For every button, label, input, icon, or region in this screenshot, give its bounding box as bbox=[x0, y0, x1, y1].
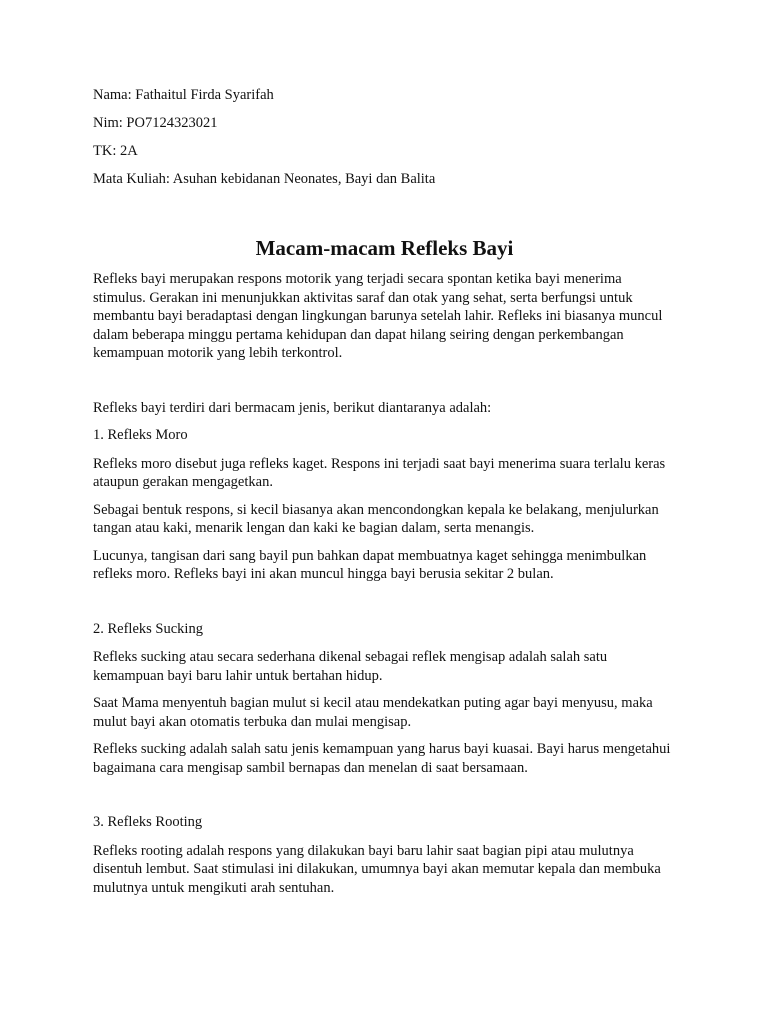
section-moro bbox=[93, 426, 676, 584]
course-name: Mata Kuliah: Asuhan kebidanan Neonates, Bayi dan Balita bbox=[93, 171, 436, 187]
student-class: TK: 2A bbox=[93, 143, 138, 159]
section-paragraph: Saat Mama menyentuh bagian mulut si kecil atau mendekatkan puting agar bayi menyusu, maka mulut bayi akan otomatis terbuka dan mulai mengisap. bbox=[93, 695, 653, 730]
student-name: Nama: Fathaitul Firda Syarifah bbox=[93, 87, 274, 103]
section-heading: 2. Refleks Sucking bbox=[93, 620, 203, 637]
section-paragraph: Refleks rooting adalah respons yang dilakukan bayi baru lahir saat bagian pipi atau mulutnya disentuh lembut. Saat stimulasi ini dilakukan, umumnya bayi akan memutar kepala dan membuka mulutnya untuk mengikuti arah sentuhan. bbox=[93, 842, 661, 896]
section-paragraph: Refleks sucking atau secara sederhana dikenal sebagai reflek mengisap adalah salah satu kemampuan bayi baru lahir untuk bertahan hidup. bbox=[93, 649, 608, 684]
section-paragraph: Refleks sucking adalah salah satu jenis kemampuan yang harus bayi kuasai. Bayi harus mengetahui bagaimana cara mengisap sambil bernapas dan menelan di saat bersamaan. bbox=[93, 741, 671, 776]
section-paragraph: Sebagai bentuk respons, si kecil biasanya akan mencondongkan kepala ke belakang, menjulurkan tangan atau kaki, menarik lengan dan kaki ke bagian dalam, serta menangis. bbox=[93, 501, 659, 536]
student-info bbox=[93, 86, 676, 188]
section-heading: 3. Refleks Rooting bbox=[93, 814, 203, 830]
intro-paragraph: Refleks bayi merupakan respons motorik yang terjadi secara spontan ketika bayi menerima stimulus. Gerakan ini menunjukkan aktivitas saraf dan otak yang sehat, serta berfungsi untuk membantu bayi beradaptasi dengan lingkungan barunya setelah lahir. Refleks ini biasanya muncul dalam beberapa minggu pertama kehidupan dan dapat hilang seiring dengan perkembangan kemampuan motorik yang lebih terkontrol. bbox=[93, 271, 663, 361]
section-heading: 1. Refleks Moro bbox=[93, 427, 188, 443]
section-paragraph: Refleks moro disebut juga refleks kaget. Respons ini terjadi saat bayi menerima suara terlalu keras ataupun gerakan mengagetkan. bbox=[93, 455, 666, 490]
lead-paragraph: Refleks bayi terdiri dari bermacam jenis, berikut diantaranya adalah: bbox=[93, 399, 492, 416]
student-nim: Nim: PO7124323021 bbox=[93, 115, 218, 131]
section-paragraph: Lucunya, tangisan dari sang bayil pun bahkan dapat membuatnya kaget sehingga menimbulkan refleks moro. Refleks bayi ini akan muncul hingga bayi berusia sekitar 2 bulan. bbox=[93, 547, 647, 582]
section-rooting bbox=[93, 813, 676, 897]
section-sucking bbox=[93, 620, 676, 778]
document-title: Macam-macam Refleks Bayi bbox=[255, 236, 514, 260]
